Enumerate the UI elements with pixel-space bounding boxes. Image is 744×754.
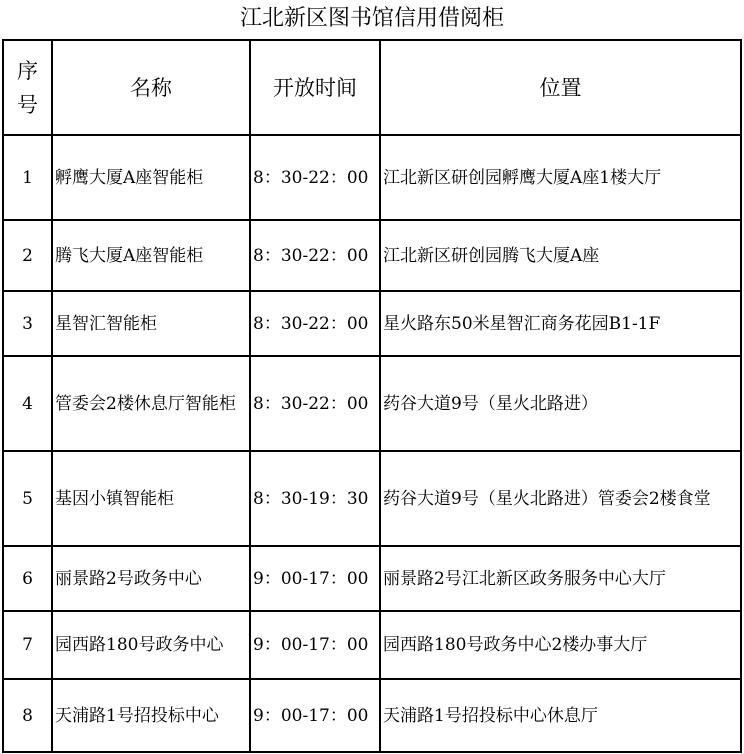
cell-no: 4 xyxy=(3,356,52,451)
table-row xyxy=(3,291,741,356)
table-row xyxy=(3,611,741,679)
cell-time: 9：00-17：00 xyxy=(250,546,380,611)
cell-location: 药谷大道9号（星火北路进）管委会2楼食堂 xyxy=(380,451,741,546)
cell-time: 8：30-22：00 xyxy=(250,135,380,220)
table-row xyxy=(3,220,741,291)
cell-name: 丽景路2号政务中心 xyxy=(52,546,250,611)
cell-name: 腾飞大厦A座智能柜 xyxy=(52,220,250,291)
cell-no: 3 xyxy=(3,291,52,356)
cell-time: 9：00-17：00 xyxy=(250,611,380,679)
cell-time: 8：30-22：00 xyxy=(250,220,380,291)
table-row xyxy=(3,135,741,220)
cell-name: 孵鹰大厦A座智能柜 xyxy=(52,135,250,220)
cell-location: 园西路180号政务中心2楼办事大厅 xyxy=(380,611,741,679)
table-header-row xyxy=(3,40,741,135)
cell-location: 江北新区研创园腾飞大厦A座 xyxy=(380,220,741,291)
cell-no: 2 xyxy=(3,220,52,291)
cell-location: 江北新区研创园孵鹰大厦A座1楼大厅 xyxy=(380,135,741,220)
cell-no: 5 xyxy=(3,451,52,546)
cell-name: 园西路180号政务中心 xyxy=(52,611,250,679)
cell-no: 8 xyxy=(3,679,52,752)
header-time: 开放时间 xyxy=(250,40,380,135)
lockers-table xyxy=(2,39,742,753)
header-location: 位置 xyxy=(380,40,741,135)
cell-location: 丽景路2号江北新区政务服务中心大厅 xyxy=(380,546,741,611)
table-row xyxy=(3,356,741,451)
cell-location: 药谷大道9号（星火北路进） xyxy=(380,356,741,451)
header-no: 序号 xyxy=(3,40,52,135)
cell-time: 8：30-22：00 xyxy=(250,356,380,451)
cell-name: 管委会2楼休息厅智能柜 xyxy=(52,356,250,451)
page-title: 江北新区图书馆信用借阅柜 xyxy=(239,6,504,31)
cell-no: 7 xyxy=(3,611,52,679)
cell-time: 8：30-22：00 xyxy=(250,291,380,356)
table-row xyxy=(3,546,741,611)
cell-no: 6 xyxy=(3,546,52,611)
header-name: 名称 xyxy=(52,40,250,135)
cell-name: 基因小镇智能柜 xyxy=(52,451,250,546)
cell-location: 天浦路1号招投标中心休息厅 xyxy=(380,679,741,752)
table-row xyxy=(3,451,741,546)
cell-time: 9：00-17：00 xyxy=(250,679,380,752)
table-row xyxy=(3,679,741,752)
cell-time: 8：30-19：30 xyxy=(250,451,380,546)
cell-location: 星火路东50米星智汇商务花园B1-1F xyxy=(380,291,741,356)
cell-name: 天浦路1号招投标中心 xyxy=(52,679,250,752)
cell-name: 星智汇智能柜 xyxy=(52,291,250,356)
cell-no: 1 xyxy=(3,135,52,220)
